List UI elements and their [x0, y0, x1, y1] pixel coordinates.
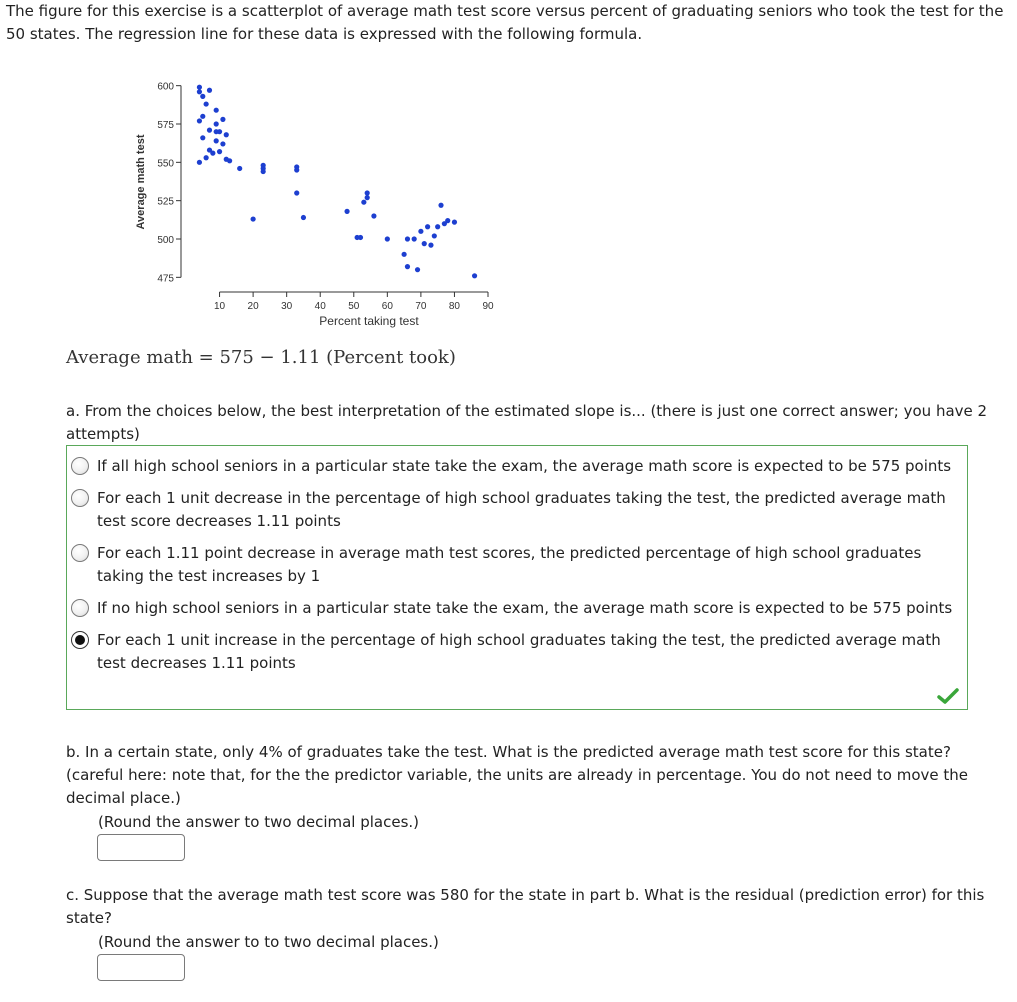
data-point — [200, 114, 205, 119]
rounding-hint-b: (Round the answer to two decimal places.) — [98, 813, 420, 831]
x-axis-title: Percent taking test — [319, 314, 419, 328]
y-tick-label: 475 — [157, 273, 174, 285]
data-point — [371, 213, 376, 218]
x-tick-label: 10 — [213, 301, 226, 312]
radio-button[interactable] — [71, 544, 89, 562]
x-tick-label: 80 — [448, 301, 461, 312]
correct-check-icon — [937, 687, 959, 705]
data-point — [210, 151, 215, 156]
radio-button[interactable] — [71, 599, 89, 617]
y-tick-label: 525 — [157, 196, 174, 208]
data-point — [405, 264, 410, 269]
data-point — [428, 243, 433, 248]
data-point — [365, 190, 370, 195]
data-point — [438, 203, 443, 208]
y-tick-label: 575 — [157, 120, 174, 131]
data-point — [294, 167, 299, 172]
radio-button[interactable] — [71, 457, 89, 475]
question-a-text: a. From the choices below, the best interpretation of the estimated slope is... (there is just one correct answer; you have 2 attempts) — [66, 402, 988, 443]
data-point — [214, 138, 219, 143]
y-axis-title: Average math test — [135, 134, 147, 230]
data-point — [301, 215, 306, 220]
choice-label: For each 1.11 point decrease in average math test scores, the predicted percentage of high school graduates taking the test increases by 1 — [97, 544, 922, 585]
data-point — [425, 224, 430, 229]
data-point — [432, 233, 437, 238]
data-point — [220, 141, 225, 146]
x-tick-label: 30 — [281, 301, 293, 312]
x-tick-label: 20 — [247, 301, 259, 312]
data-point — [204, 155, 209, 160]
data-point — [217, 149, 222, 154]
data-point — [445, 218, 450, 223]
data-point — [200, 94, 205, 99]
choice-option-4[interactable] — [71, 597, 961, 620]
plot-points — [197, 85, 477, 279]
data-point — [361, 200, 366, 205]
choice-option-3[interactable] — [71, 542, 961, 588]
data-point — [197, 160, 202, 165]
radio-button-selected[interactable] — [71, 631, 89, 649]
rounding-hint-c: (Round the answer to to two decimal places.) — [98, 933, 439, 951]
data-point — [197, 89, 202, 94]
data-point — [214, 108, 219, 113]
choice-option-2[interactable] — [71, 487, 961, 533]
data-point — [227, 158, 232, 163]
choice-option-1[interactable] — [71, 455, 961, 478]
data-point — [261, 169, 266, 174]
data-point — [197, 85, 202, 90]
data-point — [237, 166, 242, 171]
data-point — [214, 121, 219, 126]
x-tick-label: 50 — [348, 301, 360, 312]
data-point — [358, 235, 363, 240]
problem-intro: The figure for this exercise is a scatterplot of average math test score versus percent of graduating seniors who took the test for the 50 states. The regression line for these data is expressed with the following formula. — [6, 2, 1004, 43]
data-point — [415, 267, 420, 272]
answer-input-b[interactable] — [97, 834, 185, 861]
data-point — [197, 118, 202, 123]
data-point — [251, 216, 256, 221]
question-b-text: b. In a certain state, only 4% of graduates take the test. What is the predicted average math test score for this state? (careful here: note that, for the the predictor variable, the units are already in percentage. You do not need to move the decimal place.) — [66, 743, 968, 807]
radio-button[interactable] — [71, 489, 89, 507]
x-tick-label: 90 — [482, 301, 494, 312]
data-point — [224, 132, 229, 137]
data-point — [344, 209, 349, 214]
x-tick-label: 70 — [415, 301, 427, 312]
choice-label: For each 1 unit decrease in the percentage of high school graduates taking the test, the predicted average math test score decreases 1.11 points — [97, 489, 946, 530]
choice-label: For each 1 unit increase in the percentage of high school graduates taking the test, the predicted average math test decreases 1.11 points — [97, 631, 941, 672]
data-point — [472, 273, 477, 278]
x-tick-label: 60 — [381, 301, 393, 312]
data-point — [294, 190, 299, 195]
data-point — [402, 252, 407, 257]
data-point — [452, 220, 457, 225]
data-point — [405, 236, 410, 241]
data-point — [207, 88, 212, 93]
data-point — [365, 195, 370, 200]
y-tick-label: 600 — [157, 81, 174, 93]
data-point — [412, 236, 417, 241]
data-point — [385, 236, 390, 241]
data-point — [422, 241, 427, 246]
data-point — [217, 129, 222, 134]
regression-formula: Average math = 575 − 1.11 (Percent took) — [66, 347, 456, 368]
data-point — [207, 128, 212, 133]
data-point — [435, 224, 440, 229]
question-c-text: c. Suppose that the average math test score was 580 for the state in part b. What is the residual (prediction error) for this state? — [66, 886, 985, 927]
data-point — [220, 117, 225, 122]
x-tick-label: 40 — [314, 301, 326, 312]
data-point — [204, 101, 209, 106]
choice-option-5[interactable] — [71, 629, 961, 675]
part-a-choices-panel — [66, 445, 968, 710]
choice-label: If all high school seniors in a particular state take the exam, the average math score is expected to be 575 points — [97, 457, 952, 475]
scatterplot — [125, 70, 495, 335]
data-point — [200, 135, 205, 140]
y-tick-label: 500 — [157, 235, 174, 246]
answer-input-c[interactable] — [97, 954, 185, 981]
choice-label: If no high school seniors in a particular state take the exam, the average math score is expected to be 575 points — [97, 599, 953, 617]
y-tick-label: 550 — [157, 158, 174, 170]
data-point — [418, 229, 423, 234]
